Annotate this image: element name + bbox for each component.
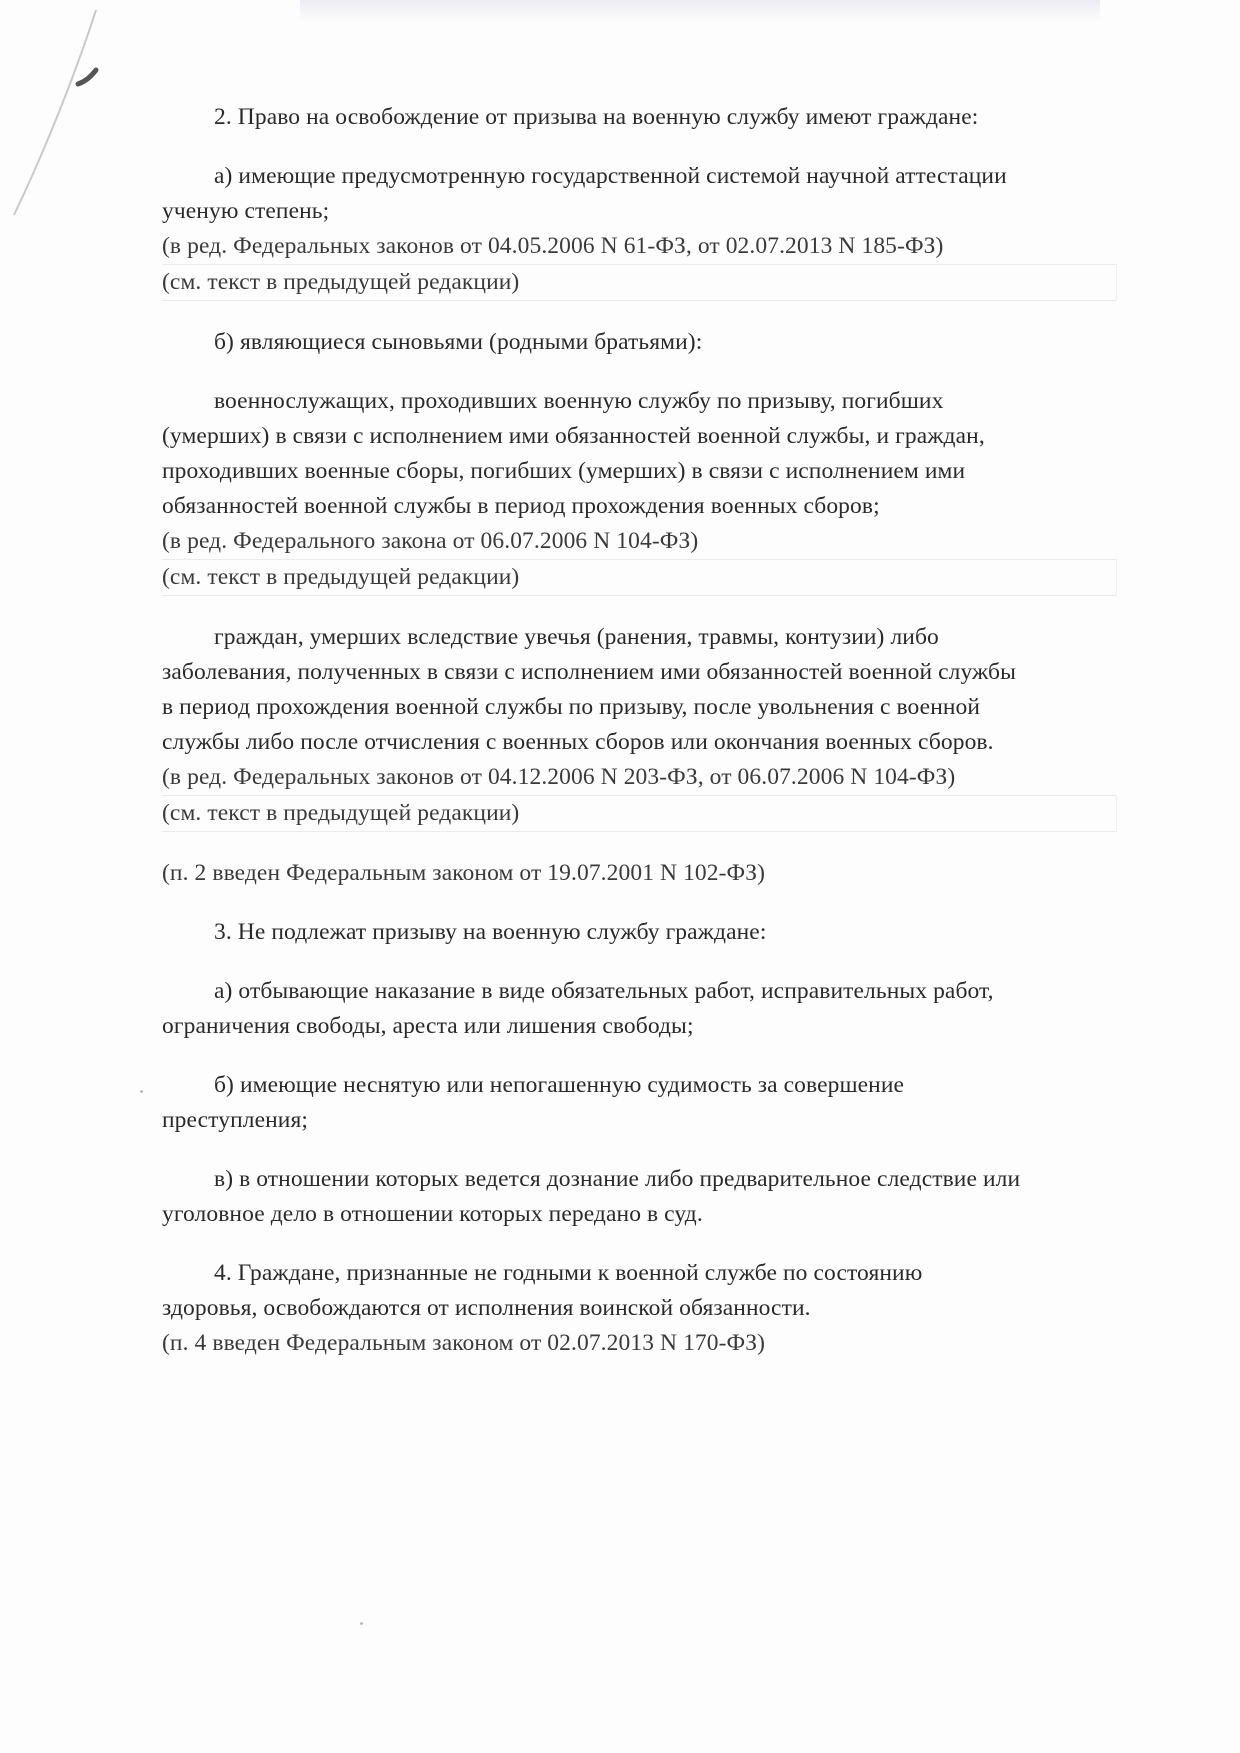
line-text: (в ред. Федерального закона от 06.07.2006 N 104-ФЗ) [162,528,699,554]
scan-shade [300,0,1100,22]
scan-artifact-mark [10,10,100,220]
line-text: уголовное дело в отношении которых передано в суд. [162,1201,703,1227]
document-body [162,100,1122,1361]
line-text: (п. 4 введен Федеральным законом от 02.07.2013 N 170-ФЗ) [162,1330,766,1356]
previous-edition-link[interactable]: (см. текст в предыдущей редакции) [162,795,1117,832]
line-text: в) в отношении которых ведется дознание либо предварительное следствие или [214,1166,1021,1192]
line-text: (в ред. Федеральных законов от 04.12.2006 N 203-ФЗ, от 06.07.2006 N 104-ФЗ) [162,764,956,790]
line-text: проходивших военные сборы, погибших (умерших) в связи с исполнением ими [162,458,966,484]
text-line [162,1162,1122,1197]
paragraph-gap [162,950,1122,974]
text-line [162,194,1122,229]
amendment-note-line [162,856,1122,891]
text-line [162,1197,1122,1232]
previous-edition-link[interactable]: (см. текст в предыдущей редакции) [162,264,1117,301]
amendment-note-line [162,1326,1122,1361]
line-text: 4. Граждане, признанные не годными к военной службе по состоянию [214,1260,923,1286]
text-line [162,1068,1122,1103]
text-line [162,1291,1122,1326]
paragraph-gap [162,301,1122,325]
line-text: (умерших) в связи с исполнением ими обязанностей военной службы, и граждан, [162,423,985,449]
paragraph-gap [162,832,1122,856]
paragraph-gap [162,1138,1122,1162]
line-text: граждан, умерших вследствие увечья (ранения, травмы, контузии) либо [214,624,939,650]
paragraph-gap [162,891,1122,915]
line-text: заболевания, полученных в связи с исполнением ими обязанностей военной службы [162,659,1016,685]
line-text: в период прохождения военной службы по призыву, после увольнения с военной [162,694,981,720]
paragraph-gap [162,360,1122,384]
text-line [162,159,1122,194]
amendment-note-line [162,229,1122,264]
line-text: обязанностей военной службы в период прохождения военных сборов; [162,493,880,519]
text-line [162,419,1122,454]
text-line [162,1009,1122,1044]
text-line [162,690,1122,725]
line-text: а) отбывающие наказание в виде обязательных работ, исправительных работ, [214,978,994,1004]
paragraph-gap [162,596,1122,620]
text-line [162,1103,1122,1138]
line-text: военнослужащих, проходивших военную службу по призыву, погибших [214,388,944,414]
amendment-note-line [162,264,1122,301]
text-line [162,915,1122,950]
paragraph-gap [162,1232,1122,1256]
line-text: ученую степень; [162,198,330,224]
scan-speck [360,1622,363,1625]
text-line [162,655,1122,690]
text-line [162,725,1122,760]
line-text: 3. Не подлежат призыву на военную службу граждане: [214,919,767,945]
text-line [162,620,1122,655]
text-line [162,454,1122,489]
text-line [162,100,1122,135]
line-text: б) имеющие неснятую или непогашенную судимость за совершение [214,1072,905,1098]
text-line [162,489,1122,524]
line-text: ограничения свободы, ареста или лишения свободы; [162,1013,694,1039]
text-line [162,974,1122,1009]
amendment-note-line [162,524,1122,559]
line-text: здоровья, освобождаются от исполнения воинской обязанности. [162,1295,811,1321]
text-line [162,325,1122,360]
amendment-note-line [162,559,1122,596]
line-text: б) являющиеся сыновьями (родными братьями): [214,329,703,355]
line-text: (п. 2 введен Федеральным законом от 19.07.2001 N 102-ФЗ) [162,860,766,886]
paragraph-gap [162,135,1122,159]
text-line [162,1256,1122,1291]
line-text: а) имеющие предусмотренную государственной системой научной аттестации [214,163,1007,189]
scan-speck [140,1090,143,1093]
line-text: преступления; [162,1107,309,1133]
text-line [162,384,1122,419]
amendment-note-line [162,760,1122,795]
amendment-note-line [162,795,1122,832]
line-text: (в ред. Федеральных законов от 04.05.2006 N 61-ФЗ, от 02.07.2013 N 185-ФЗ) [162,233,944,259]
line-text: 2. Право на освобождение от призыва на военную службу имеют граждане: [214,104,979,130]
previous-edition-link[interactable]: (см. текст в предыдущей редакции) [162,559,1117,596]
paragraph-gap [162,1044,1122,1068]
line-text: службы либо после отчисления с военных сборов или окончания военных сборов. [162,729,994,755]
